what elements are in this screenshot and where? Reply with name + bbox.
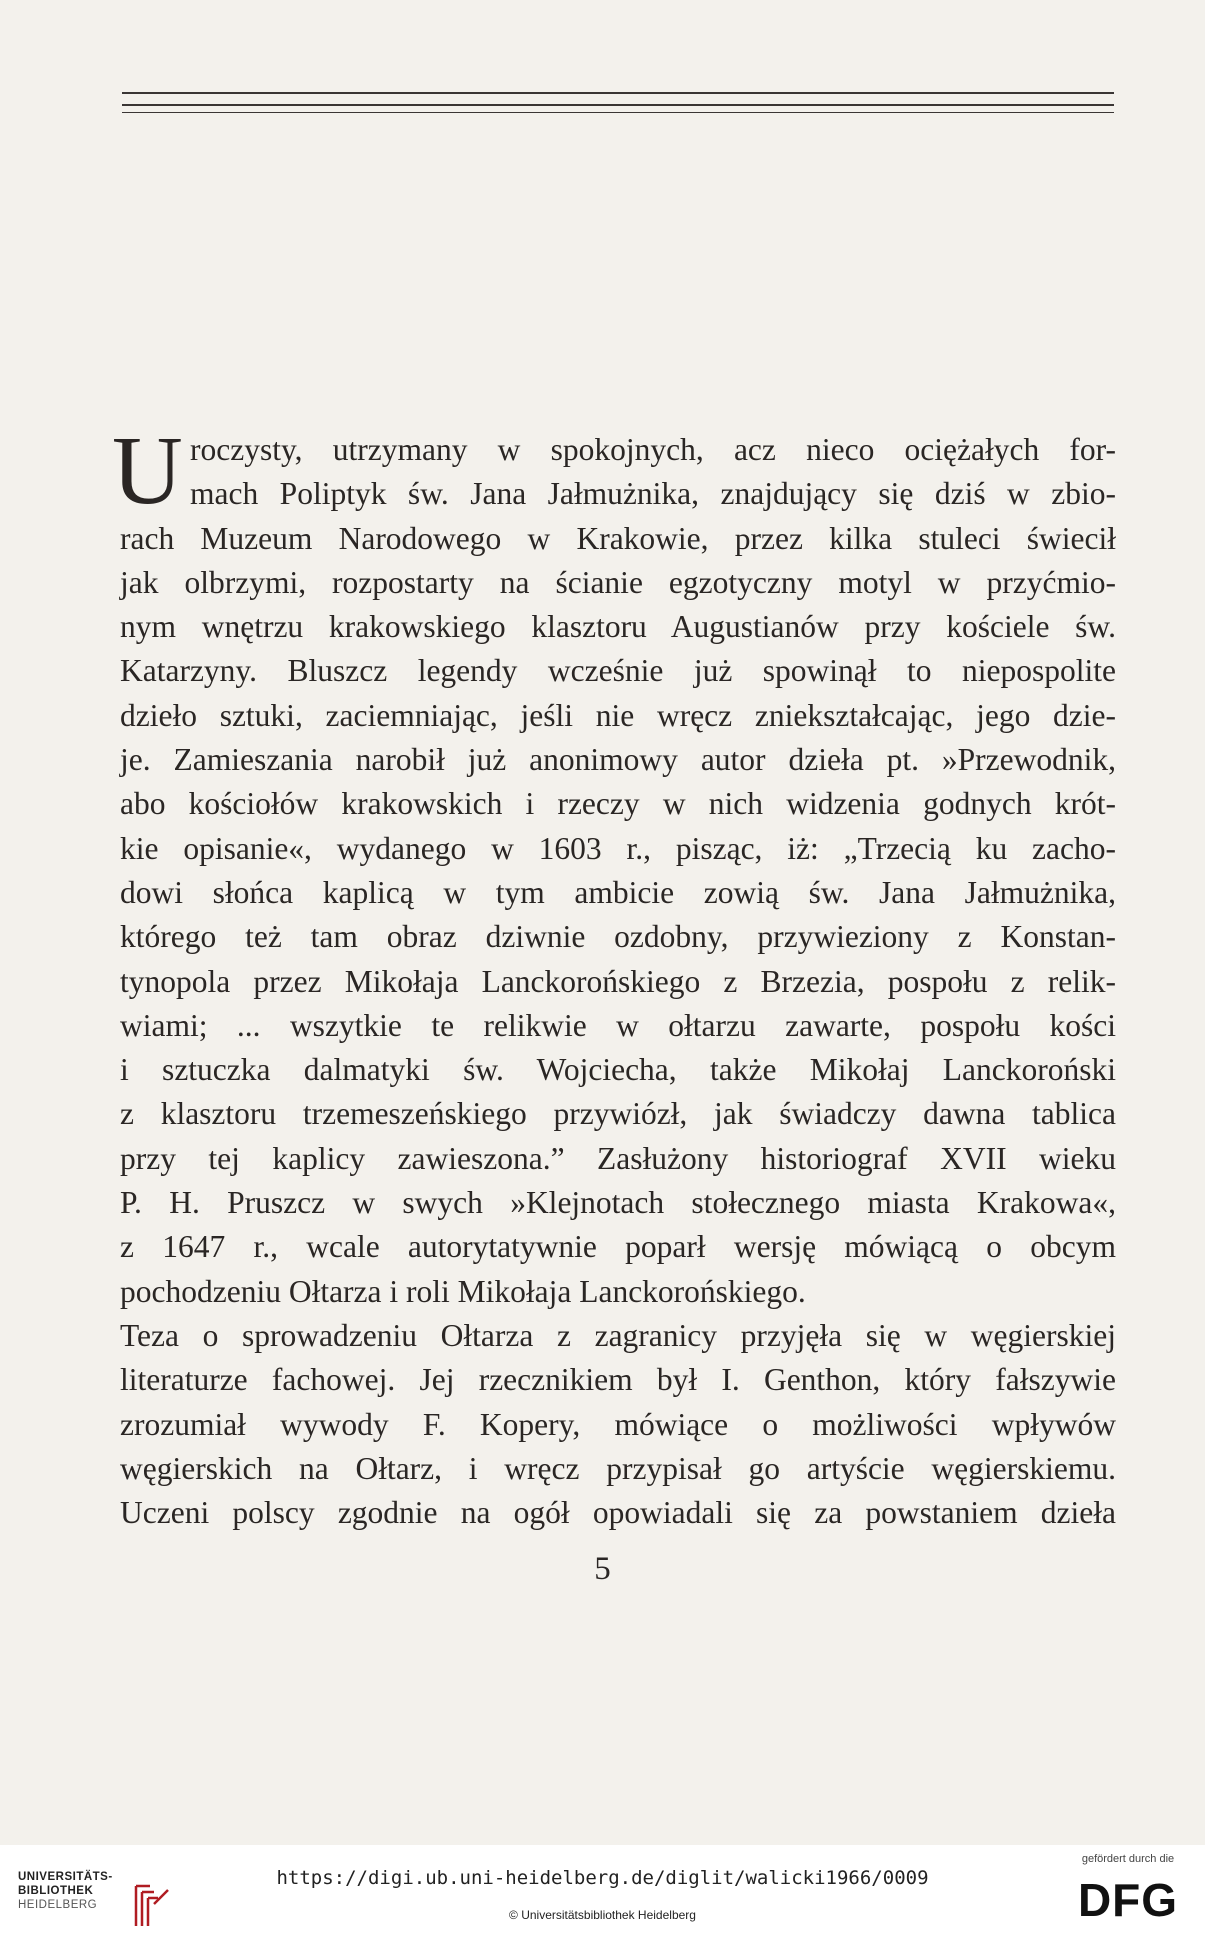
text-line: nym wnętrzu krakowskiego klasztoru Augustianów przy kościele św. xyxy=(120,609,1116,645)
text-line: dzieło sztuki, zaciemniając, jeśli nie wręcz zniekształcając, jego dzie- xyxy=(120,697,1116,733)
text-line: jak olbrzymi, rozpostarty na ścianie egzotyczny motyl w przyćmio- xyxy=(120,564,1116,600)
body-text xyxy=(112,417,1116,1535)
text-line: zrozumiał wywody F. Kopery, mówiące o możliwości wpływów xyxy=(120,1406,1116,1442)
footer-bar xyxy=(0,1845,1205,1937)
sponsor-caption: gefördert durch die xyxy=(1081,1853,1175,1865)
text-line: je. Zamieszania narobił już anonimowy autor dzieła pt. »Przewodnik, xyxy=(120,742,1116,778)
dfg-logo[interactable]: DFG xyxy=(1077,1874,1179,1926)
text-line: pochodzeniu Ołtarza i roli Mikołaja Lanckorońskiego. xyxy=(120,1273,806,1309)
text-line: z klasztoru trzemeszeńskiego przywiózł, jak świadczy dawna tablica xyxy=(120,1096,1116,1132)
text-line: wiami; ... wszytkie te relikwie w ołtarzu zawarte, pospołu kości xyxy=(120,1007,1116,1043)
text-line: przy tej kaplicy zawieszona.” Zasłużony historiograf XVII wieku xyxy=(120,1140,1116,1176)
library-name-line: HEIDELBERG xyxy=(18,1899,98,1911)
copyright-text: © Universitätsbibliothek Heidelberg xyxy=(509,1908,696,1922)
header-rule-bottom xyxy=(122,112,1114,113)
source-url-link[interactable]: https://digi.ub.uni-heidelberg.de/diglit/walicki1966/0009 xyxy=(276,1867,929,1889)
text-line: Katarzyny. Bluszcz legendy wcześnie już spowinął to niepospolite xyxy=(120,653,1116,689)
library-name-line: UNIVERSITÄTS- xyxy=(18,1871,113,1883)
header-rule-middle xyxy=(122,104,1114,106)
text-line: Uczeni polscy zgodnie na ogół opowiadali się za powstaniem dzieła xyxy=(120,1495,1116,1531)
text-line: dowi słońca kaplicą w tym ambicie zowią św. Jana Jałmużnika, xyxy=(120,874,1116,910)
text-line: Teza o sprowadzeniu Ołtarza z zagranicy przyjęła się w węgierskiej xyxy=(120,1317,1116,1353)
text-line: rach Muzeum Narodowego w Krakowie, przez kilka stuleci świecił xyxy=(120,520,1116,556)
text-line: abo kościołów krakowskich i rzeczy w nich widzenia godnych krót- xyxy=(120,786,1116,822)
text-line: tynopola przez Mikołaja Lanckorońskiego z Brzezia, pospołu z relik- xyxy=(120,963,1116,999)
text-line: którego też tam obraz dziwnie ozdobny, przywieziony z Konstan- xyxy=(120,919,1116,955)
header-rule-top xyxy=(122,92,1114,94)
text-line: mach Poliptyk św. Jana Jałmużnika, znajdujący się dziś w zbio- xyxy=(190,476,1116,512)
library-mark-icon xyxy=(130,1882,174,1930)
text-line: roczysty, utrzymany w spokojnych, acz nieco ociężałych for- xyxy=(190,432,1116,467)
text-line: z 1647 r., wcale autorytatywnie poparł wersję mówiącą o obcym xyxy=(120,1229,1116,1265)
text-line: P. H. Pruszcz w swych »Klejnotach stołecznego miasta Krakowa«, xyxy=(120,1185,1116,1221)
text-line: literaturze fachowej. Jej rzecznikiem był I. Genthon, który fałszywie xyxy=(120,1362,1116,1398)
text-line: i sztuczka dalmatyki św. Wojciecha, także Mikołaj Lanckoroński xyxy=(120,1052,1116,1088)
page-number: 5 xyxy=(594,1551,611,1587)
drop-cap: U xyxy=(112,417,183,525)
text-line: kie opisanie«, wydanego w 1603 r., pisząc, iż: „Trzecią ku zacho- xyxy=(120,830,1116,866)
text-line: węgierskich na Ołtarz, i wręcz przypisał go artyście węgierskiemu. xyxy=(120,1450,1116,1486)
library-name-line: BIBLIOTHEK xyxy=(18,1885,94,1897)
